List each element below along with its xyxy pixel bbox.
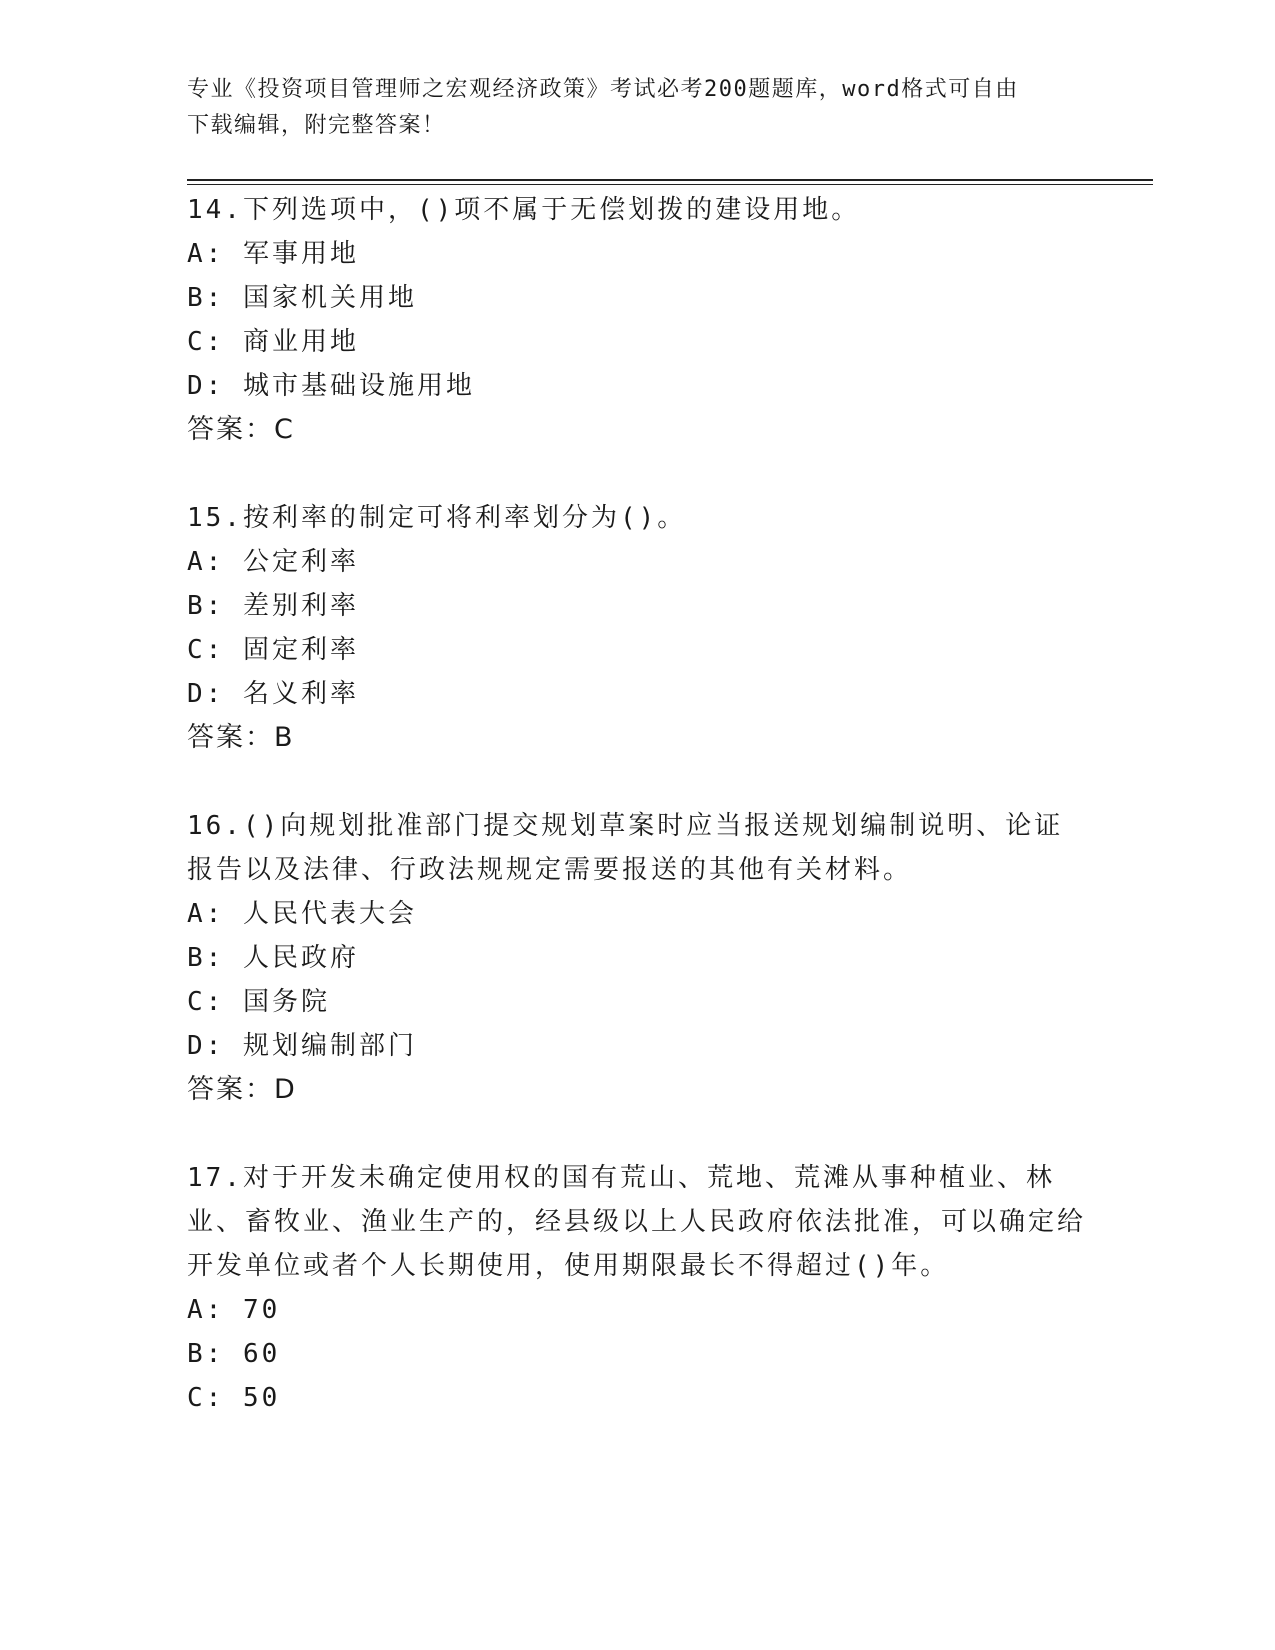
option-b: B: 差别利率 — [187, 591, 359, 621]
option-a: A: 公定利率 — [187, 547, 359, 577]
question-block-14 — [187, 188, 1087, 452]
question-block-16 — [187, 804, 1087, 1112]
header-line-1: 专业《投资项目管理师之宏观经济政策》考试必考200题题库，word格式可自由 — [187, 77, 1019, 102]
answer-line: 答案：D — [187, 1074, 297, 1105]
option-a: A: 军事用地 — [187, 239, 359, 269]
answer-line: 答案：B — [187, 722, 295, 753]
header-divider-thick — [187, 179, 1153, 181]
answer-line: 答案：C — [187, 414, 295, 445]
option-a: A: 70 — [187, 1295, 281, 1325]
option-c: C: 固定利率 — [187, 635, 359, 665]
option-c: C: 国务院 — [187, 987, 330, 1017]
option-d: D: 名义利率 — [187, 679, 359, 709]
question-block-17 — [187, 1156, 1087, 1420]
question-block-15 — [187, 496, 1087, 760]
option-c: C: 50 — [187, 1383, 281, 1413]
question-list — [187, 188, 1087, 1420]
option-a: A: 人民代表大会 — [187, 899, 417, 929]
question-text: 14.下列选项中，()项不属于无偿划拨的建设用地。 — [187, 195, 861, 225]
question-text: 15.按利率的制定可将利率划分为()。 — [187, 503, 687, 533]
header-divider-thin — [187, 184, 1153, 185]
option-d: D: 城市基础设施用地 — [187, 371, 475, 401]
option-b: B: 60 — [187, 1339, 281, 1369]
document-header — [187, 72, 1067, 144]
question-text: 16.()向规划批准部门提交规划草案时应当报送规划编制说明、论证报告以及法律、行政法规规定需要报送的其他有关材料。 — [187, 811, 1064, 885]
question-text: 17.对于开发未确定使用权的国有荒山、荒地、荒滩从事种植业、林业、畜牧业、渔业生产的，经县级以上人民政府依法批准，可以确定给开发单位或者个人长期使用，使用期限最长不得超过()年。 — [187, 1163, 1087, 1281]
option-b: B: 国家机关用地 — [187, 283, 417, 313]
option-d: D: 规划编制部门 — [187, 1031, 417, 1061]
option-c: C: 商业用地 — [187, 327, 359, 357]
header-line-2: 下载编辑，附完整答案！ — [187, 113, 446, 138]
option-b: B: 人民政府 — [187, 943, 359, 973]
